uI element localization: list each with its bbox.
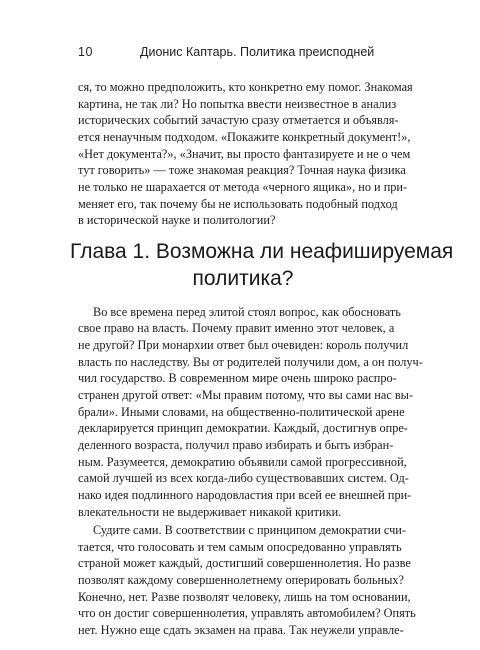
text-line: ется ненаучным подходом. «Покажите конкретный документ!», — [78, 130, 411, 144]
text-line: исторических событий зачастую сразу отметается и объявля- — [78, 113, 399, 128]
text-line: ным. Разумеется, демократию объявили самой прогрессивной, — [78, 454, 407, 469]
text-line: Во все времена перед элитой стоял вопрос, как обосновать — [93, 304, 401, 319]
text-line: нако идея подлинного народовластия при всей ее внешней при- — [78, 487, 412, 502]
text-line: страной может каждый, достигший совершеннолетия. Но разве — [78, 556, 411, 571]
text-line: «Нет документа?», «Значит, вы просто фантазируете и не о чем — [78, 146, 411, 161]
text-line: декларируется принцип демократии. Каждый, достигнув опре- — [78, 421, 408, 436]
text-line: странен другой ответ: «Мы правим потому, что вы сами нас вы- — [78, 388, 414, 402]
text-line: тут говорить» — тоже знакомая реакция? Точная наука физика — [78, 163, 406, 178]
text-line: позволят каждому совершеннолетнему оперировать больных? — [78, 573, 404, 587]
text-line: Конечно, нет. Разве позволят человеку, лишь на том основании, — [78, 589, 411, 604]
text-line: брали». Иными словами, на общественно-политической арене — [78, 404, 405, 419]
text-line: не другой? При монархии ответ был очевиден: король получил — [78, 338, 409, 353]
text-line: влекательности не выдерживает никакой критики. — [78, 504, 342, 519]
chapter-heading-line-2: политика? — [192, 267, 294, 291]
chapter-heading-line-1: Глава 1. Возможна ли неафишируемая — [70, 240, 454, 264]
text-line: что он достиг совершеннолетия, управлять автомобилем? Опять — [78, 606, 416, 621]
text-line: меняет его, так почему бы не использовать подобный подход — [78, 196, 398, 211]
text-line: картина, не так ли? Но попытка ввести неизвестное в анализ — [78, 96, 397, 111]
text-line: свое право на власть. Почему правит именно этот человек, а — [78, 321, 395, 336]
text-line: в исторической науке и политологии? — [78, 213, 276, 228]
running-head — [78, 45, 408, 61]
page-number: 10 — [78, 45, 93, 59]
text-line: ся, то можно предположить, кто конкретно ему помог. Знакомая — [78, 80, 413, 94]
text-line: самой лучшей из всех когда-либо существовавших систем. Од- — [78, 471, 409, 486]
text-line: чил государство. В современном мире очень широко распро- — [78, 371, 397, 386]
text-line: Судите сами. В соответствии с принципом демократии счи- — [93, 523, 406, 538]
text-line: власть по наследству. Вы от родителей получили дом, а он получ- — [78, 354, 423, 369]
running-title: Дионис Каптарь. Политика преисподней — [140, 45, 375, 59]
text-line: нет. Нужно еще сдать экзамен на права. Так неужели управле- — [78, 623, 404, 637]
text-line: деленного возраста, получил право избирать и быть избран- — [78, 438, 394, 452]
text-line: не только не шарахается от метода «черного ящика», но и при- — [78, 179, 408, 194]
text-line: тается, что голосовать и тем самым опосредованно управлять — [78, 539, 402, 554]
